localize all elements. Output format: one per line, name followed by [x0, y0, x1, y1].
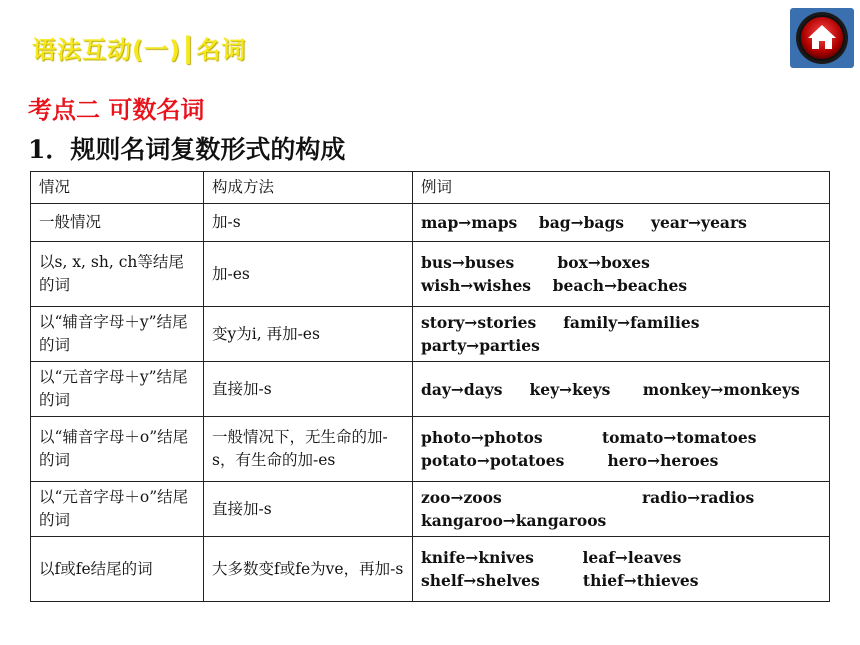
examples-cell	[413, 362, 830, 417]
method-cell: 加-s	[204, 204, 413, 242]
case-cell: 以“辅音字母＋y”结尾的词	[31, 307, 204, 362]
example-line: shelf→shelves thief→thieves	[421, 571, 699, 590]
method-cell: 直接加-s	[204, 482, 413, 537]
section-subtitle: 1．规则名词复数形式的构成	[28, 135, 346, 164]
table-row	[31, 362, 830, 417]
example-line: knife→knives leaf→leaves	[421, 548, 682, 567]
example-line: photo→photos tomato→tomatoes	[421, 428, 757, 447]
table-row	[31, 482, 830, 537]
examples-cell	[413, 537, 830, 602]
case-cell: 以“辅音字母＋o”结尾的词	[31, 417, 204, 482]
example-line: story→stories family→families	[421, 313, 700, 332]
home-button[interactable]	[790, 8, 854, 68]
table-row	[31, 242, 830, 307]
plural-rules-table	[30, 171, 830, 602]
case-cell: 以“元音字母＋y”结尾的词	[31, 362, 204, 417]
examples-cell	[413, 482, 830, 537]
examples-cell	[413, 307, 830, 362]
column-header-examples: 例词	[413, 172, 830, 204]
method-cell: 变y为i, 再加-es	[204, 307, 413, 362]
method-cell: 加-es	[204, 242, 413, 307]
table-row	[31, 204, 830, 242]
column-header-case: 情况	[31, 172, 204, 204]
example-line: party→parties	[421, 336, 540, 355]
case-cell: 以f或fe结尾的词	[31, 537, 204, 602]
example-line: map→maps bag→bags year→years	[421, 213, 747, 232]
method-cell: 大多数变f或fe为ve，再加-s	[204, 537, 413, 602]
table-row	[31, 537, 830, 602]
example-line: bus→buses box→boxes	[421, 253, 650, 272]
case-cell: 以“元音字母＋o”结尾的词	[31, 482, 204, 537]
examples-cell	[413, 204, 830, 242]
column-header-method: 构成方法	[204, 172, 413, 204]
table-row	[31, 417, 830, 482]
home-icon	[790, 8, 854, 68]
header-title: 语法互动(一)┃名词	[32, 36, 247, 64]
case-cell: 以s, x, sh, ch等结尾的词	[31, 242, 204, 307]
example-line: potato→potatoes hero→heroes	[421, 451, 719, 470]
example-line: zoo→zoos radio→radios	[421, 488, 755, 507]
example-line: day→days key→keys monkey→monkeys	[421, 379, 800, 399]
table-row	[31, 307, 830, 362]
method-cell: 直接加-s	[204, 362, 413, 417]
case-cell: 一般情况	[31, 204, 204, 242]
table-header-row	[31, 172, 830, 204]
method-cell: 一般情况下，无生命的加-s，有生命的加-es	[204, 417, 413, 482]
examples-cell	[413, 417, 830, 482]
example-line: wish→wishes beach→beaches	[421, 276, 688, 295]
examples-cell	[413, 242, 830, 307]
section-title: 考点二 可数名词	[28, 96, 205, 124]
example-line: kangaroo→kangaroos	[421, 511, 607, 530]
